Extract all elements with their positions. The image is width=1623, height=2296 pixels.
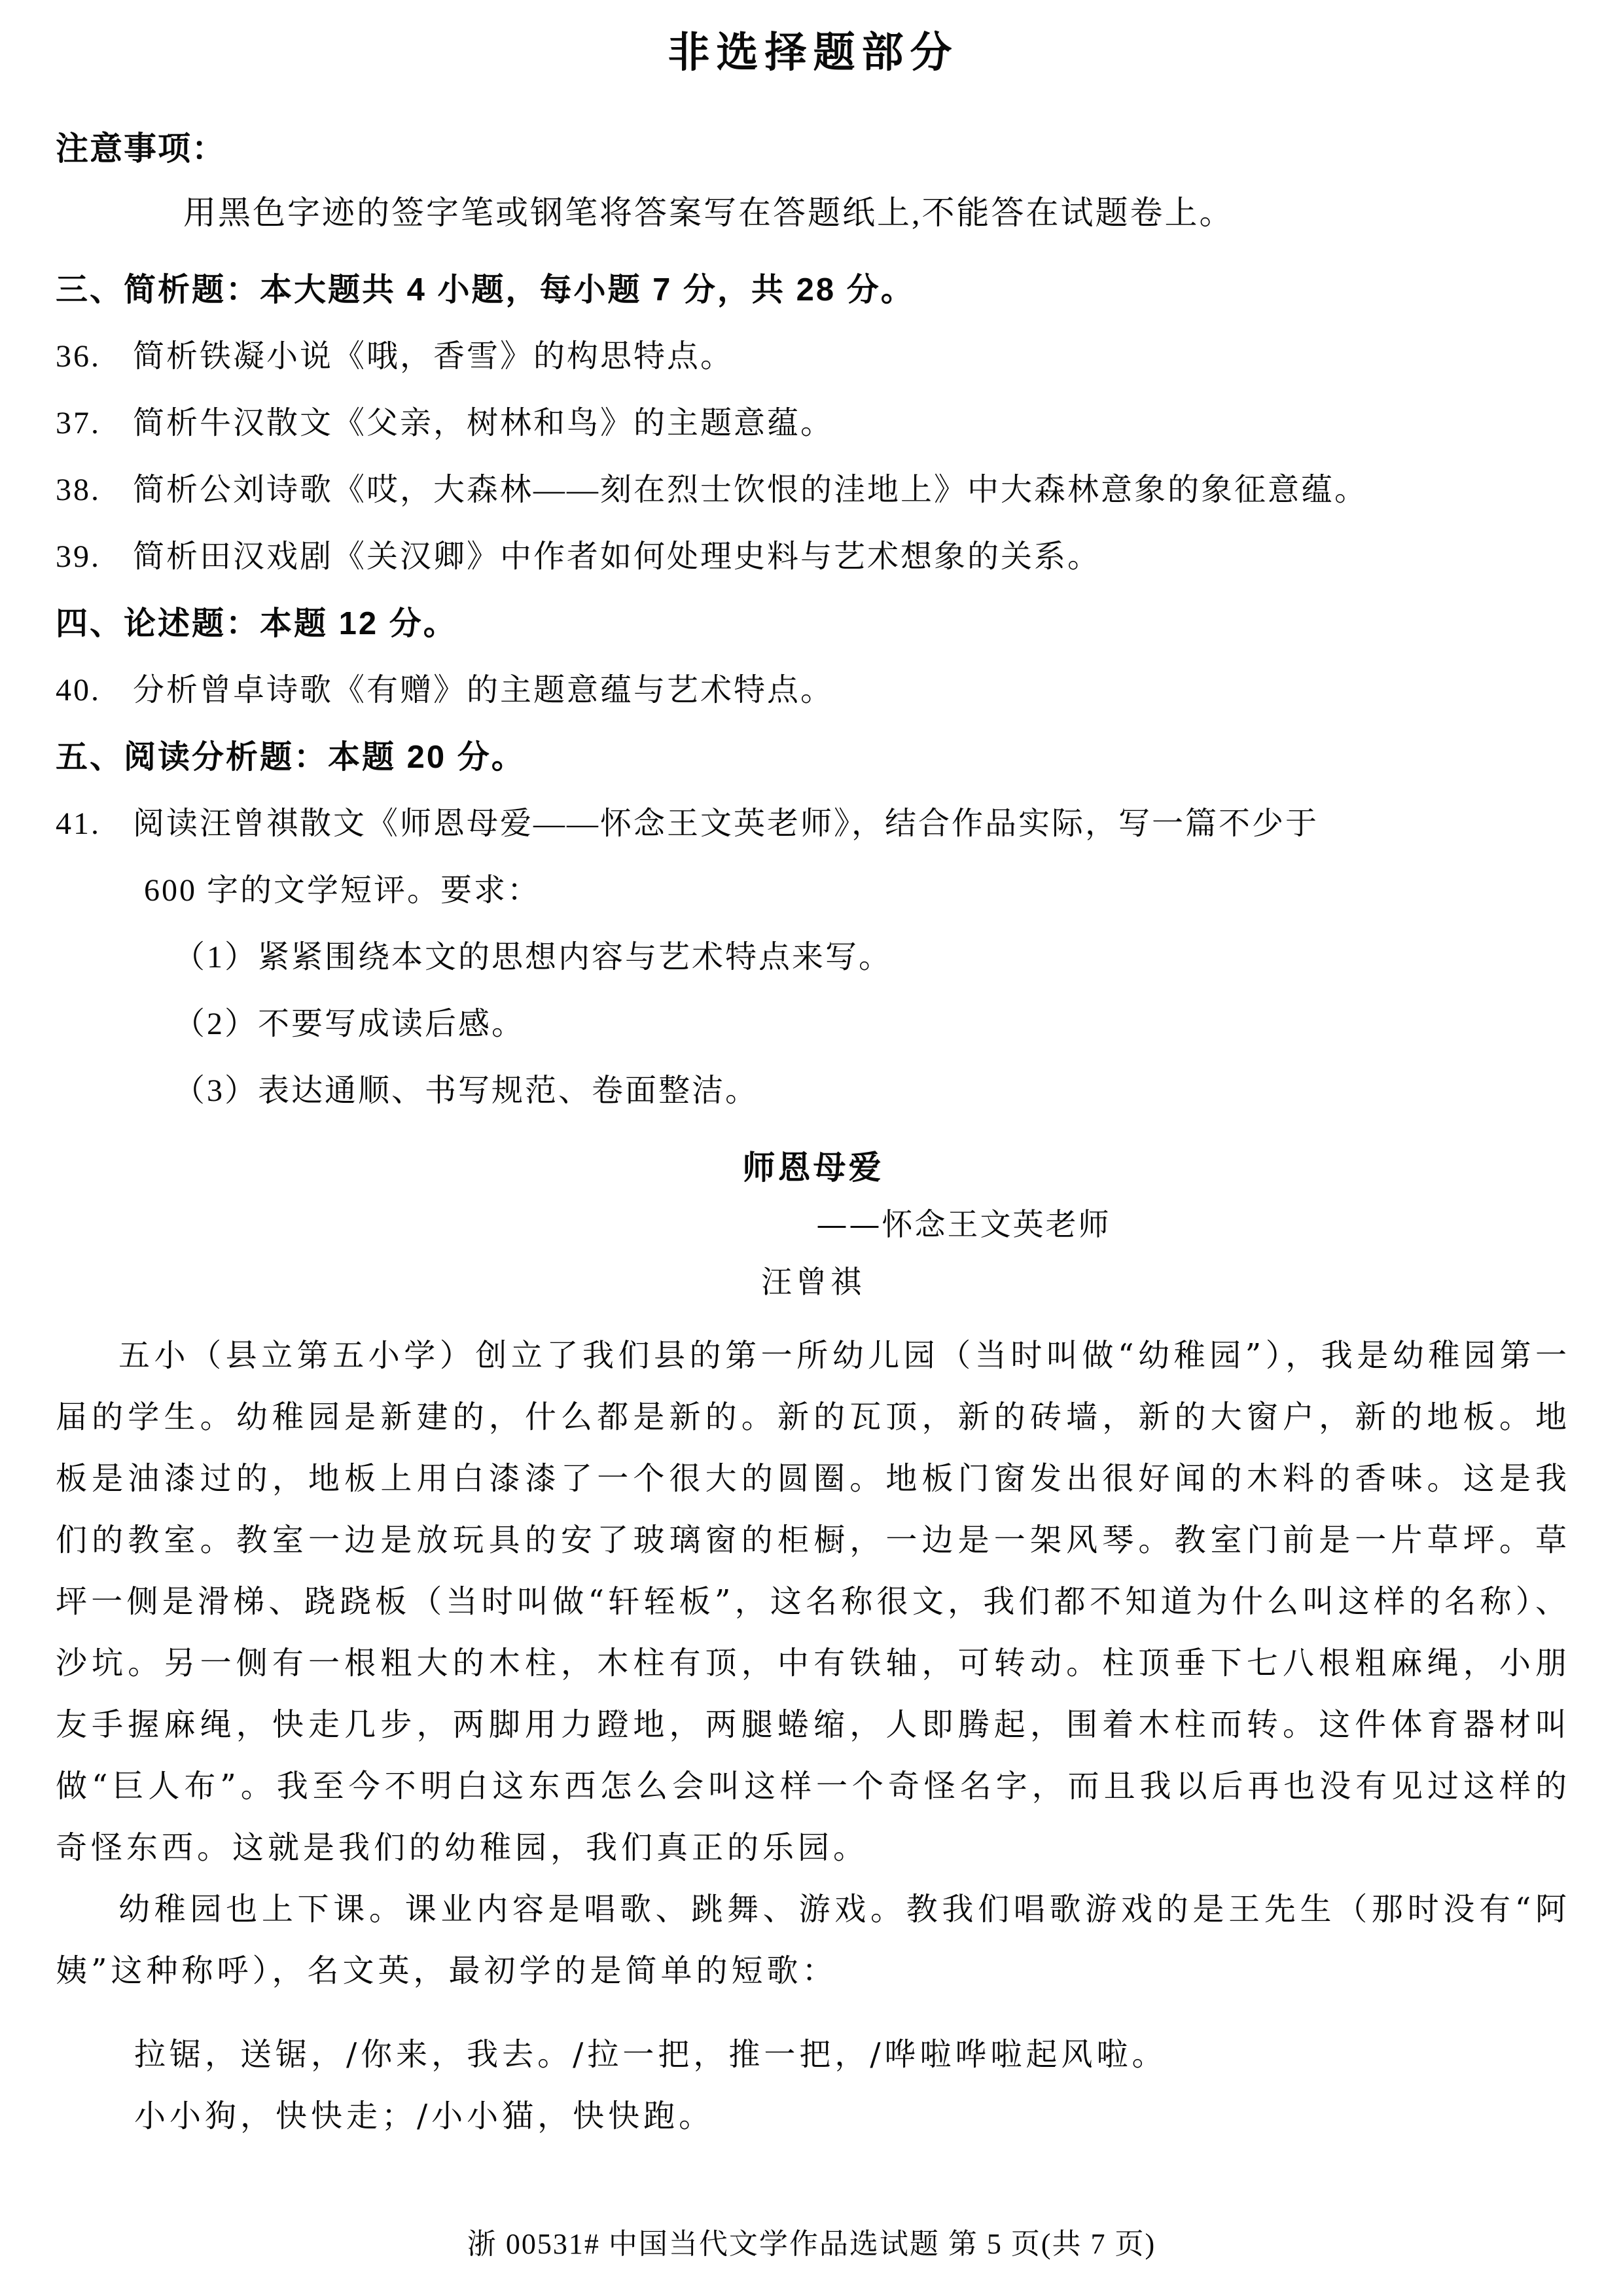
question-number: 41. bbox=[56, 806, 101, 841]
song-line: 拉锯，送锯，/你来，我去。/拉一把，推一把，/哗啦哗啦起风啦。 bbox=[134, 2036, 1168, 2073]
question-line bbox=[56, 457, 1571, 524]
question-requirement: （2）不要写成读后感。 bbox=[173, 1007, 526, 1041]
essay-author: 汪曾祺 bbox=[761, 1265, 865, 1300]
question-requirement: （3）表达通顺、书写规范、卷面整洁。 bbox=[173, 1073, 759, 1108]
question-number: 39. bbox=[56, 539, 101, 574]
essay-paragraph: 五小（县立第五小学）创立了我们县的第一所幼儿园（当时叫做“幼稚园”），我是幼稚园第一届的学生。幼稚园是新建的，什么都是新的。新的瓦顶，新的砖墙，新的大窗户，新的地板。地板是油漆过的，地板上用白漆漆了一个很大的圆圈。地板门窗发出很好闻的木料的香味。这是我们的教室。教室一边是放玩具的安了玻璃窗的柜橱，一边是一架风琴。教室门前是一片草坪。草坪一侧是滑梯、跷跷板（当时叫做“轩轾板”，这名称很文，我们都不知道为什么叫这样的名称）、沙坑。另一侧有一根粗大的木柱，木柱有顶，中有铁轴，可转动。柱顶垂下七八根粗麻绳，小朋友手握麻绳，快走几步，两脚用力蹬地，两腿蜷缩，人即腾起，围着木柱而转。这件体育器材叫做“巨人布”。我至今不明白这东西怎么会叫这样一个奇怪名字，而且我以后再也没有见过这样的奇怪东西。这就是我们的幼稚园，我们真正的乐园。 bbox=[56, 1337, 1571, 1866]
question-line bbox=[56, 323, 1571, 390]
question-text: 简析公刘诗歌《哎，大森林——刻在烈士饮恨的洼地上》中大森林意象的象征意蕴。 bbox=[133, 473, 1368, 507]
question-text: 简析牛汉散文《父亲，树林和鸟》的主题意蕴。 bbox=[133, 406, 834, 440]
section-heading: 五、阅读分析题：本题 20 分。 bbox=[56, 740, 526, 775]
question-number: 36. bbox=[56, 339, 101, 374]
essay bbox=[56, 1139, 1571, 2147]
question-text: 阅读汪曾祺散文《师恩母爱——怀念王文英老师》，结合作品实际，写一篇不少于 bbox=[133, 806, 1319, 841]
question-text: 分析曾卓诗歌《有赠》的主题意蕴与艺术特点。 bbox=[133, 673, 834, 708]
section-heading: 四、论述题：本题 12 分。 bbox=[56, 606, 457, 641]
question-line bbox=[56, 791, 1571, 857]
question-requirement: （1）紧紧围绕本文的思想内容与艺术特点来写。 bbox=[173, 940, 893, 975]
page-title: 非选择题部分 bbox=[668, 29, 959, 76]
question-sections bbox=[56, 257, 1571, 1124]
notice-label: 注意事项： bbox=[56, 130, 226, 167]
question-number: 37. bbox=[56, 406, 101, 440]
question-text: 简析田汉戏剧《关汉卿》中作者如何处理史料与艺术想象的关系。 bbox=[133, 539, 1101, 574]
question-line bbox=[56, 390, 1571, 457]
question-text: 简析铁凝小说《哦，香雪》的构思特点。 bbox=[133, 339, 734, 374]
song-line: 小小狗，快快走；/小小猫，快快跑。 bbox=[134, 2098, 715, 2134]
question-line bbox=[56, 657, 1571, 724]
question-continuation: 600 字的文学短评。要求： bbox=[144, 873, 541, 908]
section-heading: 三、简析题：本大题共 4 小题，每小题 7 分，共 28 分。 bbox=[56, 272, 915, 308]
question-line bbox=[56, 524, 1571, 590]
essay-paragraphs bbox=[56, 1325, 1571, 2001]
essay-paragraph: 幼稚园也上下课。课业内容是唱歌、跳舞、游戏。教我们唱歌游戏的是王先生（那时没有“阿姨”这种称呼），名文英，最初学的是简单的短歌： bbox=[56, 1891, 1571, 1989]
essay-title: 师恩母爱 bbox=[742, 1149, 884, 1186]
essay-subtitle: ——怀念王文英老师 bbox=[816, 1207, 1111, 1243]
question-number: 38. bbox=[56, 473, 101, 507]
essay-song-lines bbox=[56, 2024, 1571, 2147]
notice-text: 用黑色字迹的签字笔或钢笔将答案写在答题纸上,不能答在试题卷上。 bbox=[183, 194, 1234, 231]
question-number: 40. bbox=[56, 673, 101, 708]
page-footer: 浙 00531# 中国当代文学作品选试题 第 5 页(共 7 页) bbox=[467, 2228, 1156, 2260]
